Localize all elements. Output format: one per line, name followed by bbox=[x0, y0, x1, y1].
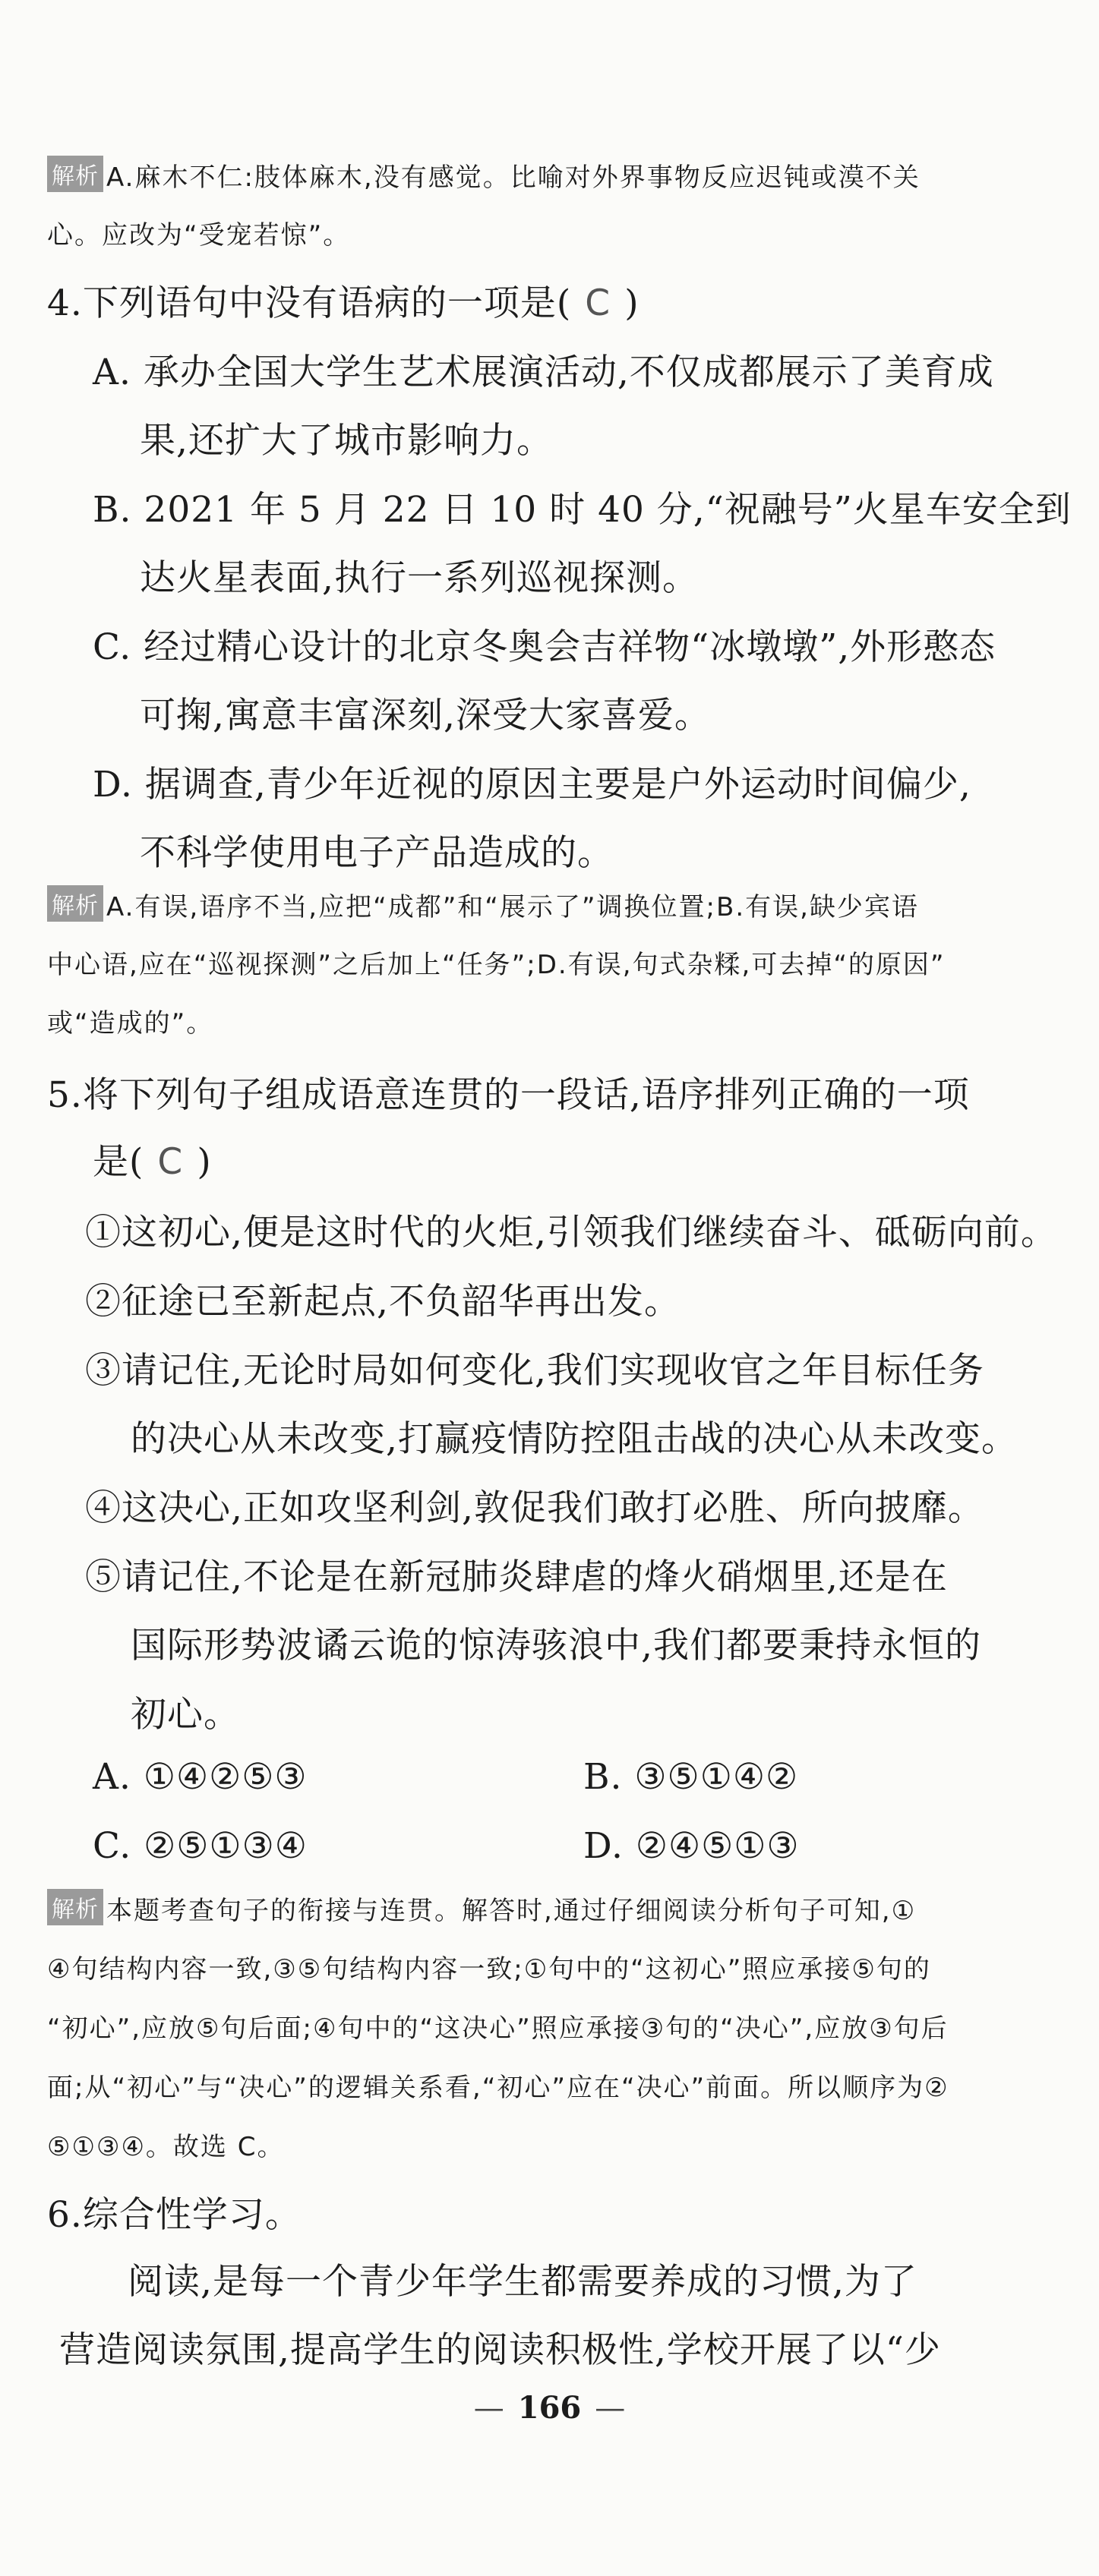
page-number-dash-right: — bbox=[595, 2391, 626, 2426]
q4-option-b-line2: 达火星表面,执行一系列巡视探测。 bbox=[140, 557, 699, 599]
question-6-text-line1: 阅读,是每一个青少年学生都需要养成的习惯,为了 bbox=[128, 2261, 917, 2303]
analysis-line: 心。应改为“受宠若惊”。 bbox=[47, 220, 351, 251]
sentence-3-line2: 的决心从未改变,打赢疫情防控阻击战的决心从未改变。 bbox=[131, 1418, 1018, 1460]
analysis-tag: 解析 bbox=[47, 885, 103, 922]
q4-option-d-line2: 不科学使用电子产品造成的。 bbox=[140, 832, 614, 874]
sentence-5-line3: 初心。 bbox=[131, 1694, 240, 1736]
q4-option-a-line2: 果,还扩大了城市影响力。 bbox=[140, 420, 553, 462]
analysis-line: 中心语,应在“巡视探测”之后加上“任务”;D.有误,句式杂糅,可去掉“的原因” bbox=[47, 950, 946, 980]
q5-analysis bbox=[47, 1889, 916, 1927]
question-6-text-line2: 营造阅读氛围,提高学生的阅读积极性,学校开展了以“少 bbox=[59, 2329, 941, 2371]
question-6-title: 6.综合性学习。 bbox=[47, 2194, 302, 2236]
sentence-2: ②征途已至新起点,不负韶华再出发。 bbox=[85, 1281, 681, 1323]
question-5-answer: C bbox=[157, 1141, 184, 1183]
page-number-dash-left: — bbox=[473, 2391, 504, 2426]
analysis-tag: 解析 bbox=[47, 1889, 103, 1925]
q5-choice-d: D. ②④⑤①③ bbox=[583, 1825, 800, 1867]
q4-option-d-line1: D. 据调查,青少年近视的原因主要是户外运动时间偏少, bbox=[93, 764, 971, 806]
page-number: — 166 — bbox=[473, 2390, 626, 2426]
analysis-line: ④句结构内容一致,③⑤句结构内容一致;①句中的“这初心”照应承接⑤句的 bbox=[47, 1954, 931, 1985]
sentence-4: ④这决心,正如攻坚利剑,敦促我们敢打必胜、所向披靡。 bbox=[85, 1487, 984, 1529]
analysis-line: 或“造成的”。 bbox=[47, 1008, 214, 1039]
q4-analysis bbox=[47, 885, 919, 923]
q5-choice-b: B. ③⑤①④② bbox=[583, 1756, 799, 1798]
question-5-stem-line2: 是( C ) bbox=[93, 1141, 212, 1183]
sentence-5-line1: ⑤请记住,不论是在新冠肺炎肆虐的烽火硝烟里,还是在 bbox=[85, 1556, 948, 1598]
q4-option-c-line2: 可掬,寓意丰富深刻,深受大家喜爱。 bbox=[140, 695, 711, 736]
analysis-line: 面;从“初心”与“决心”的逻辑关系看,“初心”应在“决心”前面。所以顺序为② bbox=[47, 2073, 949, 2103]
sentence-3-line1: ③请记住,无论时局如何变化,我们实现收官之年目标任务 bbox=[85, 1350, 984, 1392]
analysis-line: A.麻木不仁:肢体麻木,没有感觉。比喻对外界事物反应迟钝或漠不关 bbox=[106, 162, 921, 193]
q5-choice-c: C. ②⑤①③④ bbox=[93, 1825, 308, 1867]
question-4-answer: C bbox=[585, 282, 611, 324]
q5-choice-a: A. ①④②⑤③ bbox=[93, 1756, 308, 1798]
sentence-1: ①这初心,便是这时代的火炬,引领我们继续奋斗、砥砺向前。 bbox=[85, 1212, 1057, 1253]
analysis-block-prev bbox=[47, 156, 921, 194]
analysis-tag: 解析 bbox=[47, 156, 103, 192]
analysis-line: 本题考查句子的衔接与连贯。解答时,通过仔细阅读分析句子可知,① bbox=[106, 1896, 917, 1926]
sentence-5-line2: 国际形势波谲云诡的惊涛骇浪中,我们都要秉持永恒的 bbox=[131, 1625, 981, 1666]
q4-option-c-line1: C. 经过精心设计的北京冬奥会吉祥物“冰墩墩”,外形憨态 bbox=[93, 626, 996, 668]
analysis-line: “初心”,应放⑤句后面;④句中的“这决心”照应承接③句的“决心”,应放③句后 bbox=[47, 2013, 949, 2044]
question-4-stem: 4.下列语句中没有语病的一项是( C ) bbox=[47, 282, 640, 324]
q4-option-b-line1: B. 2021 年 5 月 22 日 10 时 40 分,“祝融号”火星车安全到 bbox=[93, 489, 1072, 531]
question-5-stem-line1: 5.将下列句子组成语意连贯的一段话,语序排列正确的一项 bbox=[47, 1074, 970, 1116]
q4-option-a-line1: A. 承办全国大学生艺术展演活动,不仅成都展示了美育成 bbox=[93, 352, 994, 393]
analysis-line: A.有误,语序不当,应把“成都”和“展示了”调换位置;B.有误,缺少宾语 bbox=[106, 892, 919, 922]
analysis-line: ⑤①③④。故选 C。 bbox=[47, 2132, 285, 2162]
